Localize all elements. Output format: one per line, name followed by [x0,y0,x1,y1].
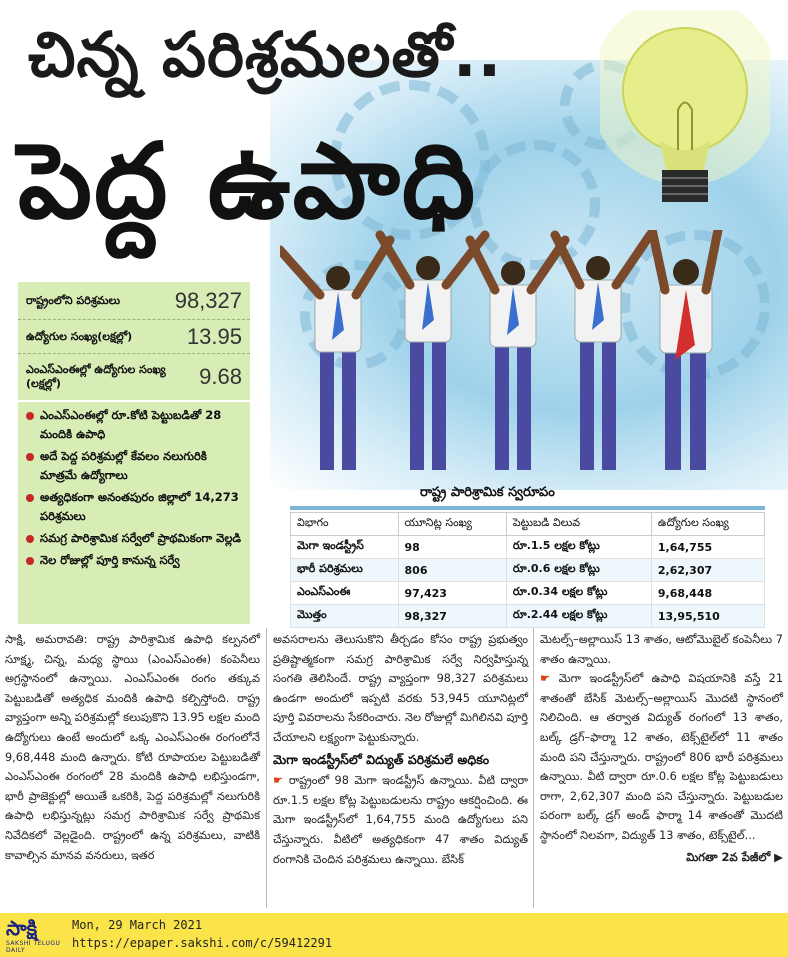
article-subheading: మెగా ఇండస్ట్రీస్‌లో విద్యుత్ పరిశ్రమలే అధికం [273,751,490,767]
table-cell: 2,62,307 [651,559,764,582]
table-cell: 13,95,510 [651,605,764,628]
bullet-dot-icon [26,535,34,543]
highlights-list [18,402,250,624]
footer-url[interactable]: https://epaper.sakshi.com/c/59412291 [72,936,333,950]
footer-bar [0,913,788,957]
table-cell: రూ.0.34 లక్షల కోట్లు [506,582,651,605]
arrow-icon: ☛ [273,774,289,788]
table-header: పెట్టుబడి విలువ [506,513,651,536]
table-header: ఉద్యోగుల సంఖ్య [651,513,764,536]
column-divider [266,628,267,908]
bullet-dot-icon [26,453,34,461]
table-cell: 98,327 [398,605,506,628]
table-header: యూనిట్ల సంఖ్య [398,513,506,536]
stat-value: 13.95 [186,323,242,349]
continued-link[interactable]: మిగతా 2వ పేజీలో ▶ [686,849,783,864]
list-item: సమగ్ర పారిశ్రామిక సర్వేలో ప్రాథమికంగా వెల్లడి [26,529,242,548]
bullet-dot-icon [26,494,34,502]
table-cell: 97,423 [398,582,506,605]
article-column-2 [273,630,528,869]
table-header: విభాగం [291,513,399,536]
column-divider [533,628,534,908]
stats-box [18,282,250,400]
arrow-icon: ☛ [540,672,559,686]
table-accent [290,506,765,510]
industry-table [290,512,765,628]
stat-label: రాష్ట్రంలోని పరిశ్రమలు [26,293,121,307]
list-item: ఎంఎస్‌ఎంఈల్లో రూ.కోటి పెట్టుబడితో 28 మందికి ఉపాధి [26,406,242,444]
stat-value: 9.68 [199,364,242,389]
table-cell: రూ.0.6 లక్షల కోట్లు [506,559,651,582]
table-row [291,605,765,628]
table-header-row [291,513,765,536]
article-text: అవసరాలను తెలుసుకొని తీర్చడం కోసం రాష్ట్ర ప్రభుత్వం ప్రతిష్టాత్మకంగా సమగ్ర పారిశ్రామిక సర్వే నిర్వహిస్తున్న సంగతి తెలిసిందే. రాష్ట్ర వ్యాప్తంగా 98,327 పరిశ్రమలు ఉండగా అందులో ఇప్పటి వరకు 53,945 యూనిట్లలో పూర్తి వివరాలను సేకరించారు. నెల రోజుల్లో మిగిలినవి పూర్తి చేయాలని లక్ష్యంగా పెట్టుకున్నారు. [273,633,528,744]
table-cell: 1,64,755 [651,536,764,559]
stat-row [18,320,250,354]
list-item: నెల రోజుల్లో పూర్తి కానున్న సర్వే [26,551,242,570]
article-text: మెటల్స్–అల్లాయిస్ 13 శాతం, ఆటోమొబైల్ కంపెనీలు 7 శాతం ఉన్నాయి. [540,633,783,666]
sakshi-logo[interactable]: సాక్షి SAKSHI TELUGU DAILY [6,916,61,954]
table-cell: 98 [398,536,506,559]
article-text: రాష్ట్రంలో 98 మెగా ఇండస్ట్రీస్ ఉన్నాయి. వీటి ద్వారా రూ.1.5 లక్షల కోట్ల పెట్టుబడులను రాష్ట్రం ఆకర్షించింది. ఈ మెగా ఇండస్ట్రీస్‌లో 1,64,755 మంది ఉద్యోగులు పని చేస్తున్నారు. వీటిలో అత్యధికంగా 47 శాతం విద్యుత్ రంగానికి చెందిన పరిశ్రమలు ఉన్నాయి. బేసిక్ [273,774,528,866]
stat-row [18,282,250,320]
table-cell: 9,68,448 [651,582,764,605]
table-row [291,536,765,559]
stat-value: 98,327 [174,287,242,313]
article-column-1 [5,630,260,865]
table-cell: మెగా ఇండస్ట్రీస్ [291,536,399,559]
table-cell: భారీ పరిశ్రమలు [291,559,399,582]
list-item: అత్యధికంగా అనంతపురం జిల్లాలో 14,273 పరిశ్రమలు [26,488,242,526]
stat-label: ఎంఎస్‌ఎంఈల్లో ఉద్యోగుల సంఖ్య (లక్షల్లో) [26,363,166,390]
article-text: మెగా ఇండస్ట్రీస్‌లో ఉపాధి విషయానికి వస్తే 21 శాతంతో బేసిక్ మెటల్స్–అల్లాయిస్ మొదటి స్థానంలో నిలిచింది. ఆ తర్వాత విద్యుత్ రంగంలో 13 శాతం, బల్క్ డ్రగ్–ఫార్మా 12 శాతం, టెక్స్‌టైల్‌లో 11 శాతం మంది పని చేస్తున్నారు. రాష్ట్రంలో 806 భారీ పరిశ్రమలు ఉన్నాయి. వీటి ద్వారా రూ.0.6 లక్షల కోట్ల పెట్టుబడులు రాగా, 2,62,307 మంది పని చేస్తున్నారు. పెట్టుబడుల పరంగా బల్క్ డ్రగ్ అండ్ ఫార్మా 14 శాతంతో మొదటి స్థానంలో నిలవగా, విద్యుత్ 13 శాతం, టెక్స్‌టైల్... [540,672,784,842]
bullet-dot-icon [26,412,34,420]
headline-line-1: చిన్న పరిశ్రమలతో.. [28,18,503,91]
table-row [291,582,765,605]
article-text: సాక్షి, అమరావతి: రాష్ట్ర పారిశ్రామిక ఉపాధి కల్పనలో సూక్ష్మ, చిన్న, మధ్య స్థాయి (ఎంఎస్‌ఎంఈ) కంపెనీలు అగ్రస్థానంలో ఉన్నాయి. ఎంఎస్‌ఎంఈ రంగం తక్కువ పెట్టుబడితో అత్యధిక మందికి ఉపాధి కల్పిస్తోంది. రాష్ట్ర వ్యాప్తంగా అన్ని పరిశ్రమల్లో కలుపుకొని 13.95 లక్షల మంది ఉద్యోగులు ఉంటే అందులో ఒక్క ఎంఎస్‌ఎంఈ రంగంలోనే 9,68,448 మంది ఉన్నారు. కోటి రూపాయల పెట్టుబడితో ఎంఎస్‌ఎంఈ రంగంలో 28 మందికి ఉపాధి లభిస్తుండగా, భారీ ప్రాజెక్టుల్లో అయితే ఒకరికి, పెద్ద పరిశ్రమల్లో నలుగురికి ఉపాధి లభిస్తున్నట్లు సమగ్ర పారిశ్రామిక సర్వే ప్రాథమిక నివేదికలో వెల్లడైంది. రాష్ట్రంలో ఉన్న పరిశ్రమలు, వాటికి కావాల్సిన మానవ వనరులు, ఇతర [5,633,260,862]
footer-date: Mon, 29 March 2021 [72,918,203,932]
lightbulb-icon [600,10,770,220]
article-column-3 [540,630,783,867]
stat-label: ఉద్యోగుల సంఖ్య(లక్షల్లో) [26,329,133,343]
table-title: రాష్ట్ర పారిశ్రామిక స్వరూపం [420,485,555,500]
table-row [291,559,765,582]
table-cell: ఎంఎస్‌ఎంఈ [291,582,399,605]
headline-line-2: పెద్ద ఉపాధి [18,120,478,242]
table-cell: మొత్తం [291,605,399,628]
table-cell: రూ.1.5 లక్షల కోట్లు [506,536,651,559]
stat-row [18,354,250,400]
bullet-dot-icon [26,557,34,565]
list-item: అదే పెద్ద పరిశ్రమల్లో కేవలం నలుగురికి మాత్రమే ఉద్యోగాలు [26,447,242,485]
table-cell: రూ.2.44 లక్షల కోట్లు [506,605,651,628]
table-cell: 806 [398,559,506,582]
